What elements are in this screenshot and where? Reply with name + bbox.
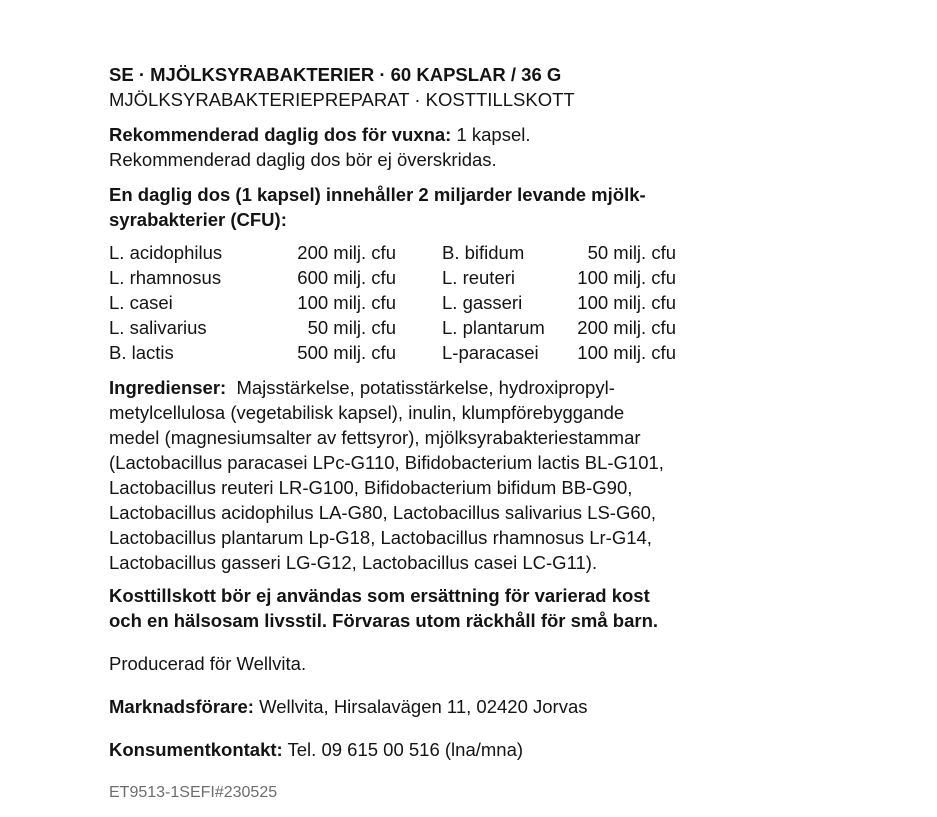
product-code: ET9513-1SEFI#230525	[109, 784, 278, 801]
product-subtitle: MJÖLKSYRABAKTERIEPREPARAT · KOSTTILLSKOTT	[109, 89, 575, 110]
ingredients-line: Lactobacillus acidophilus LA-G80, Lactobacillus salivarius LS-G60,	[109, 502, 657, 523]
ingredients-line: (Lactobacillus paracasei LPc-G110, Bifidobacterium lactis BL-G101,	[109, 452, 664, 473]
contact-value: Tel. 09 615 00 516 (lna/mna)	[287, 739, 524, 760]
ingredients-line: Lactobacillus reuteri LR-G100, Bifidobacterium bifidum BB-G90,	[109, 477, 633, 498]
strain-name: L-paracasei	[442, 342, 539, 363]
strain-amount: 100 milj. cfu	[577, 292, 676, 313]
dosage-line	[109, 122, 709, 147]
strain-name: B. lactis	[109, 342, 174, 363]
dosage-label: Rekommenderad daglig dos för vuxna:	[109, 124, 452, 145]
contact-label: Konsumentkontakt:	[109, 739, 283, 760]
ingredients-line: medel (magnesiumsalter av fettsyror), mjölksyrabakteriestammar	[109, 427, 641, 448]
ingredients-line: Lactobacillus gasseri LG-G12, Lactobacillus casei LC-G11).	[109, 552, 598, 573]
strain-amount: 100 milj. cfu	[297, 292, 396, 313]
strain-amount: 200 milj. cfu	[577, 317, 676, 338]
strain-amount: 500 milj. cfu	[297, 342, 396, 363]
ingredients-line: Lactobacillus plantarum Lp-G18, Lactobacillus rhamnosus Lr-G14,	[109, 527, 652, 548]
strain-amount: 600 milj. cfu	[297, 267, 396, 288]
notice-line1: Kosttillskott bör ej användas som ersättning för varierad kost	[109, 585, 650, 606]
strain-name: L. casei	[109, 292, 173, 313]
strain-name: B. bifidum	[442, 242, 525, 263]
strain-name: L. rhamnosus	[109, 267, 222, 288]
notice-line2: och en hälsosam livsstil. Förvaras utom räckhåll för små barn.	[109, 610, 659, 631]
ingredients-label: Ingredienser:	[109, 377, 227, 398]
strain-name: L. reuteri	[442, 267, 516, 288]
strain-name: L. acidophilus	[109, 242, 223, 263]
marketer-label: Marknadsförare:	[109, 696, 254, 717]
strain-name: L. gasseri	[442, 292, 523, 313]
strain-amount: 50 milj. cfu	[307, 317, 396, 338]
content-heading-line1: En daglig dos (1 kapsel) innehåller 2 miljarder levande mjölk-	[109, 184, 646, 205]
content-heading-line2: syrabakterier (CFU):	[109, 209, 287, 230]
strain-amount: 100 milj. cfu	[577, 267, 676, 288]
strain-amount: 100 milj. cfu	[577, 342, 676, 363]
product-title: SE · MJÖLKSYRABAKTERIER · 60 KAPSLAR / 36 G	[109, 64, 562, 85]
ingredients-block	[109, 375, 709, 575]
strain-amount: 50 milj. cfu	[587, 242, 676, 263]
label-text-block	[109, 62, 709, 805]
producer-text: Producerad för Wellvita.	[109, 653, 307, 674]
marketer-line	[109, 694, 709, 719]
dosage-value: 1 kapsel.	[456, 124, 531, 145]
contact-line	[109, 737, 709, 762]
marketer-value: Wellvita, Hirsalavägen 11, 02420 Jorvas	[259, 696, 588, 717]
strain-name: L. salivarius	[109, 317, 207, 338]
strain-amount: 200 milj. cfu	[297, 242, 396, 263]
dosage-warning: Rekommenderad daglig dos bör ej överskridas.	[109, 149, 497, 170]
ingredients-line: metylcellulosa (vegetabilisk kapsel), inulin, klumpförebyggande	[109, 402, 625, 423]
ingredients-line	[109, 375, 709, 400]
strain-name: L. plantarum	[442, 317, 545, 338]
ingredients-text: Majsstärkelse, potatisstärkelse, hydroxipropyl-	[236, 377, 615, 398]
strain-table	[109, 240, 709, 365]
